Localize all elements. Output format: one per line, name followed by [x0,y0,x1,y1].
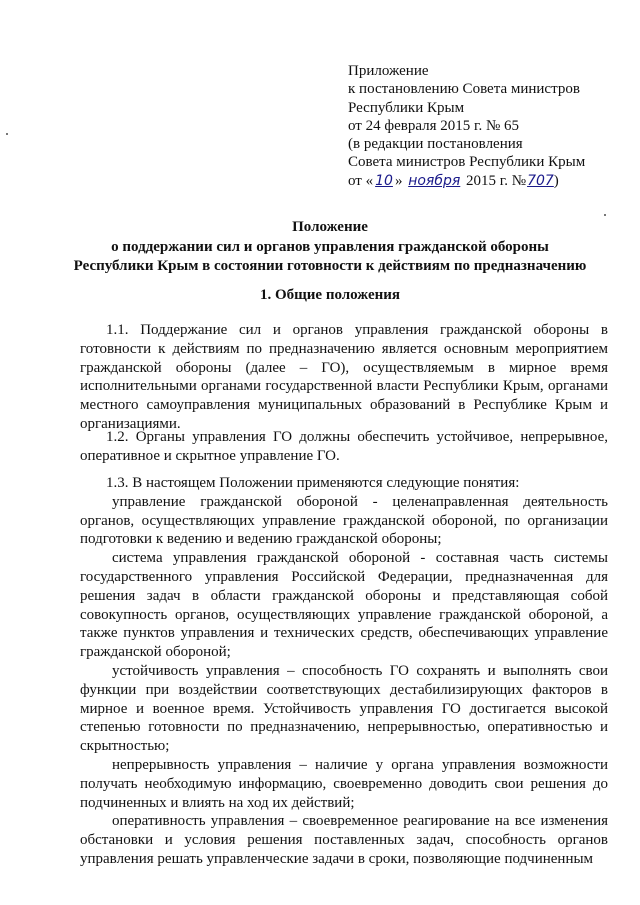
definition-paragraph: оперативность управления – своевременное реагирование на все изменения обстановки и условия решения поставленных задач, способность органов управления решать управленческие задачи в сроки, позволяющие подчиненным [80,813,608,867]
paragraph-block-1-2 [80,428,608,466]
definition-paragraph: непрерывность управления – наличие у органа управления возможности получать необходимую информацию, своевременно доводить свои решения до подчиненных и влиять на ход их действий; [80,756,608,811]
amendment-year: 2015 г. № [466,172,527,189]
title-line-1: Положение [292,219,368,235]
appendix-line: (в редакции постановления [348,136,523,153]
document-title [40,218,620,277]
title-line-3: Республики Крым в состоянии готовности к действиям по предназначению [73,258,587,274]
scan-mark [6,133,8,135]
appendix-block [348,62,628,190]
paragraph: 1.3. В настоящем Положении применяются следующие понятия: [106,475,520,491]
definition-paragraph: устойчивость управления – способность ГО сохранять и выполнять свои функции при воздействии соответствующих дестабилизирующих факторов в мирное и военное время. Устойчивость управления ГО достигается высокой степенью готовности по предназначению, непрерывностью, оперативностью и скрытностью; [80,662,608,755]
paragraph-block-1-1 [80,321,608,434]
section-heading: 1. Общие положения [259,287,401,303]
handwritten-day: 10 [375,172,393,189]
amendment-date-line [348,172,628,190]
appendix-line: от 24 февраля 2015 г. № 65 [348,117,520,134]
paragraph: 1.2. Органы управления ГО должны обеспечить устойчивое, непрерывное, оперативное и скрытное управление ГО. [80,429,608,464]
handwritten-month: ноября [408,172,461,189]
definition-paragraph: система управления гражданской обороной - составная часть системы государственного управления Российской Федерации, предназначенная для решения задач в области гражданской обороны и представляющая собой совокупность органов, осуществляющих управление гражданской обороной, а также пунктов управления и технических средств, обеспечивающих управление гражданской обороной; [80,550,608,661]
appendix-line: Приложение [348,63,429,79]
appendix-line: Совета министров Республики Крым [348,154,586,171]
paragraph: 1.1. Поддержание сил и органов управления гражданской обороны в готовности к действиям по предназначению является основным мероприятием гражданской обороны (далее – ГО), осуществляемым в мирное время исполнительными органами государственной власти Республики Крым, органами местного самоуправления муниципальных образований в Республике Крым и организациями. [80,322,608,432]
definition-paragraph: управление гражданской обороной - целенаправленная деятельность органов, осуществляющих управление гражданской обороной, по организации подготовки к ведению и ведению гражданской обороны; [80,493,608,548]
appendix-line: к постановлению Совета министров [348,81,580,98]
title-line-2: о поддержании сил и органов управления гражданской обороны [111,238,549,255]
amendment-close: ) [553,172,559,189]
appendix-line: Республики Крым [348,99,465,116]
handwritten-number: 707 [527,172,554,189]
amendment-prefix: от « [348,172,374,189]
scan-mark [604,214,606,216]
amendment-mid: » [394,172,403,189]
paragraph-block-1-3 [80,474,608,869]
